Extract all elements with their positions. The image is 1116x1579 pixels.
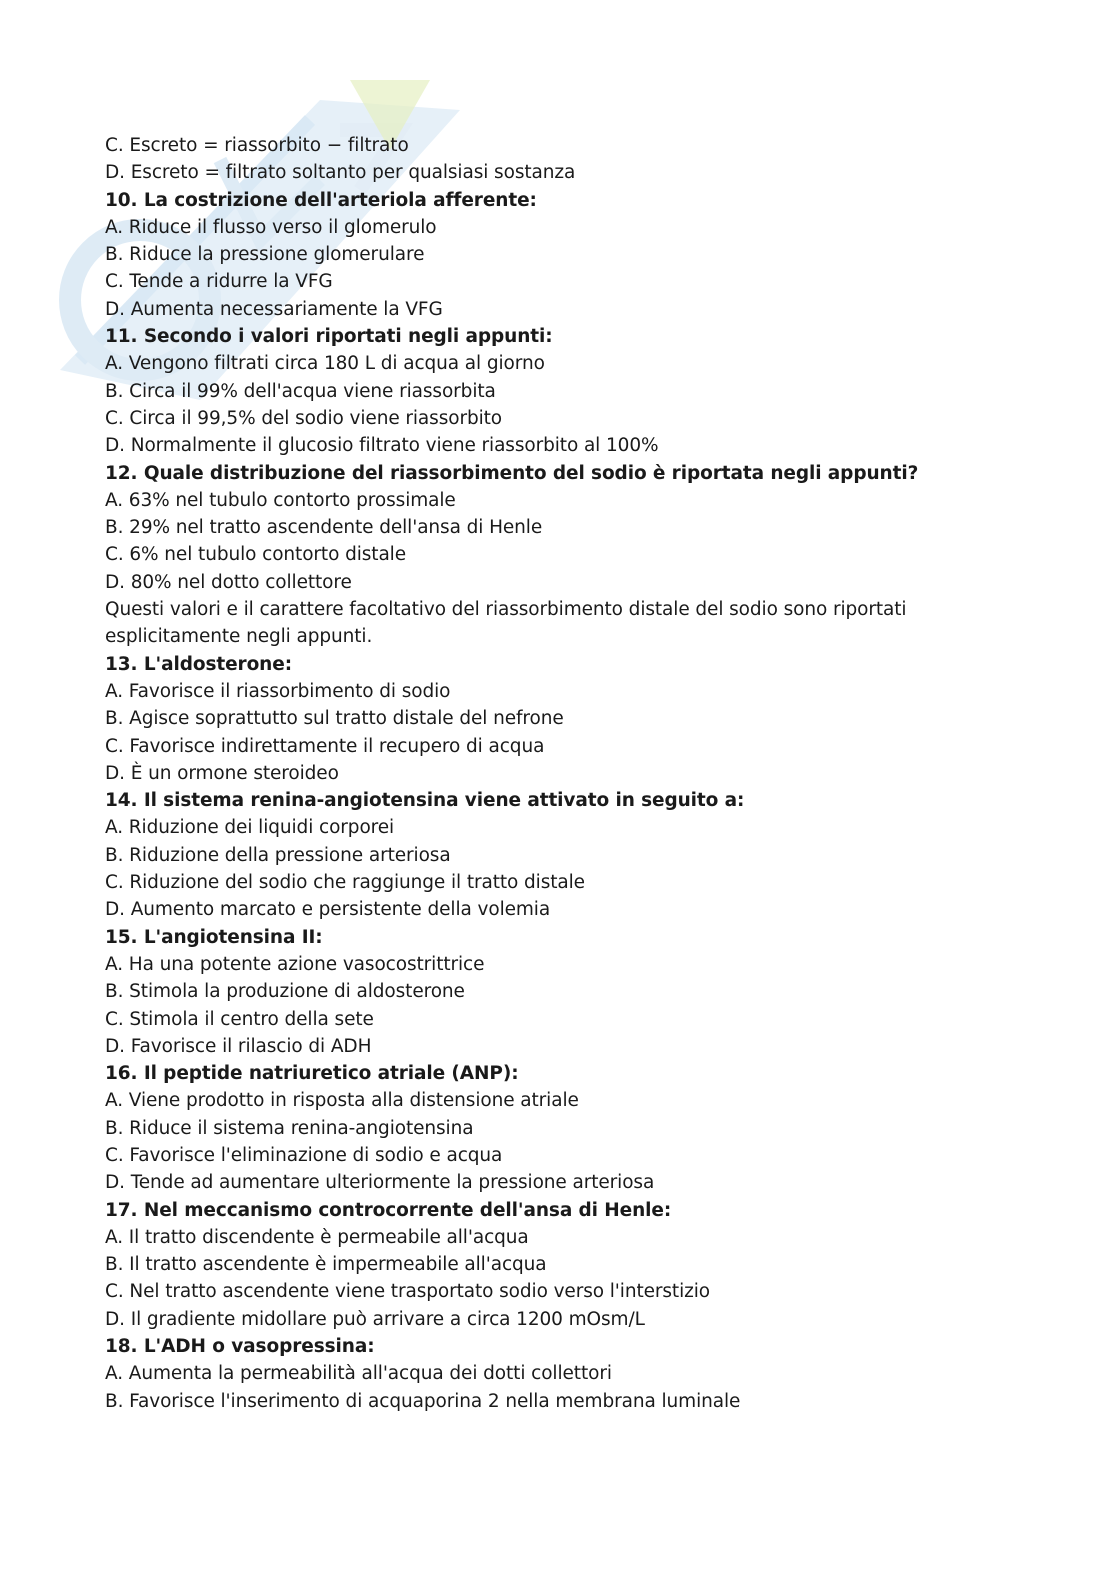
question-heading: 12. Quale distribuzione del riassorbimento del sodio è riportata negli appunti? [105,462,919,484]
answer-option: B. 29% nel tratto ascendente dell'ansa di Henle [105,517,543,539]
answer-option: B. Riduce la pressione glomerulare [105,244,425,266]
answer-option: B. Il tratto ascendente è impermeabile all'acqua [105,1254,547,1276]
answer-option: A. Ha una potente azione vasocostrittrice [105,953,485,975]
question-heading: 16. Il peptide natriuretico atriale (ANP): [105,1063,519,1085]
answer-option: B. Favorisce l'inserimento di acquaporina 2 nella membrana luminale [105,1390,741,1412]
answer-option: A. Il tratto discendente è permeabile all'acqua [105,1226,529,1248]
answer-option: C. Circa il 99,5% del sodio viene riassorbito [105,407,503,429]
question-heading: 10. La costrizione dell'arteriola afferente: [105,189,537,211]
answer-option: esplicitamente negli appunti. [105,626,373,648]
answer-option: D. 80% nel dotto collettore [105,571,352,593]
answer-option: A. Vengono filtrati circa 180 L di acqua al giorno [105,353,545,375]
answer-option: B. Circa il 99% dell'acqua viene riassorbita [105,380,496,402]
question-heading: 18. L'ADH o vasopressina: [105,1336,375,1358]
answer-option: D. Escreto = filtrato soltanto per qualsiasi sostanza [105,162,576,184]
answer-option: C. 6% nel tubulo contorto distale [105,544,407,566]
question-heading: 15. L'angiotensina II: [105,926,323,948]
answer-option: C. Riduzione del sodio che raggiunge il tratto distale [105,872,585,894]
answer-option: C. Stimola il centro della sete [105,1008,374,1030]
document-page [105,132,1065,1415]
answer-option: D. Normalmente il glucosio filtrato viene riassorbito al 100% [105,435,659,457]
answer-option: B. Agisce soprattutto sul tratto distale del nefrone [105,708,564,730]
answer-option: D. Favorisce il rilascio di ADH [105,1035,372,1057]
answer-option: A. 63% nel tubulo contorto prossimale [105,489,456,511]
answer-option: B. Riduzione della pressione arteriosa [105,844,451,866]
answer-option: D. Aumento marcato e persistente della volemia [105,899,551,921]
question-heading: 14. Il sistema renina-angiotensina viene attivato in seguito a: [105,790,745,812]
answer-option: C. Tende a ridurre la VFG [105,271,333,293]
answer-option: C. Nel tratto ascendente viene trasportato sodio verso l'interstizio [105,1281,710,1303]
answer-option: A. Riduce il flusso verso il glomerulo [105,216,437,238]
answer-option: A. Viene prodotto in risposta alla distensione atriale [105,1090,579,1112]
question-heading: 13. L'aldosterone: [105,653,292,675]
answer-option: B. Riduce il sistema renina-angiotensina [105,1117,474,1139]
answer-option: D. Aumenta necessariamente la VFG [105,298,443,320]
question-heading: 17. Nel meccanismo controcorrente dell'ansa di Henle: [105,1199,672,1221]
answer-option: A. Riduzione dei liquidi corporei [105,817,395,839]
answer-option: Questi valori e il carattere facoltativo del riassorbimento distale del sodio sono riportati [105,599,907,621]
answer-option: C. Favorisce indirettamente il recupero di acqua [105,735,545,757]
answer-option: D. Il gradiente midollare può arrivare a circa 1200 mOsm/L [105,1308,645,1330]
answer-option: D. Tende ad aumentare ulteriormente la pressione arteriosa [105,1172,655,1194]
answer-option: A. Favorisce il riassorbimento di sodio [105,680,451,702]
answer-option: B. Stimola la produzione di aldosterone [105,981,465,1003]
answer-option: C. Escreto = riassorbito − filtrato [105,135,409,156]
answer-option: D. È un ormone steroideo [105,762,339,784]
answer-option: C. Favorisce l'eliminazione di sodio e acqua [105,1144,503,1166]
answer-option: A. Aumenta la permeabilità all'acqua dei dotti collettori [105,1363,612,1385]
question-heading: 11. Secondo i valori riportati negli appunti: [105,326,553,348]
